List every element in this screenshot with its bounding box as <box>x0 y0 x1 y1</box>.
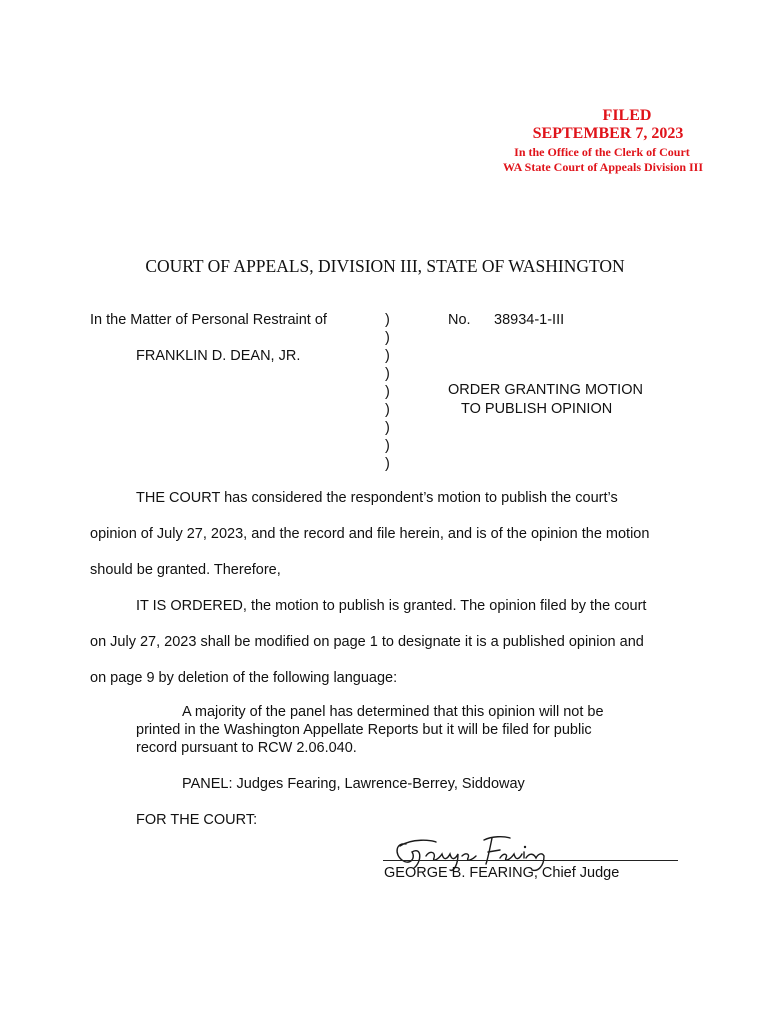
caption-paren: ) <box>385 348 390 364</box>
filed-stamp-title: FILED <box>602 107 652 124</box>
paragraph-1-line-1: THE COURT has considered the respondent’s motion to publish the court’s <box>136 490 618 506</box>
filed-stamp-date: SEPTEMBER 7, 2023 <box>532 125 684 142</box>
paragraph-1-line-3: should be granted. Therefore, <box>90 562 281 578</box>
order-title-line1: ORDER GRANTING MOTION <box>448 382 643 398</box>
paragraph-1-line-2: opinion of July 27, 2023, and the record and file herein, and is of the opinion the motion <box>90 526 650 542</box>
paragraph-2-line-3: on page 9 by deletion of the following language: <box>90 670 398 686</box>
case-number-label: No. <box>448 312 471 328</box>
filed-stamp-court: WA State Court of Appeals Division III <box>502 160 704 174</box>
order-title-line2: TO PUBLISH OPINION <box>461 401 613 417</box>
caption-paren: ) <box>385 330 390 346</box>
caption-paren: ) <box>385 438 390 454</box>
paragraph-2-line-2: on July 27, 2023 shall be modified on page 1 to designate it is a published opinion and <box>90 634 644 650</box>
party-name: FRANKLIN D. DEAN, JR. <box>136 348 301 364</box>
court-caption: COURT OF APPEALS, DIVISION III, STATE OF WASHINGTON <box>145 256 625 276</box>
caption-paren: ) <box>385 456 390 472</box>
quoted-language-line-2: printed in the Washington Appellate Reports but it will be filed for public <box>136 722 592 738</box>
matter-label: In the Matter of Personal Restraint of <box>90 312 327 328</box>
caption-paren: ) <box>385 420 390 436</box>
panel-line: PANEL: Judges Fearing, Lawrence-Berrey, Siddoway <box>182 776 525 792</box>
quoted-language-line-1: A majority of the panel has determined that this opinion will not be <box>182 704 604 720</box>
case-number: 38934-1-III <box>494 312 565 328</box>
for-the-court: FOR THE COURT: <box>136 812 258 828</box>
filed-stamp-office: In the Office of the Clerk of Court <box>514 145 690 159</box>
caption-paren: ) <box>385 402 390 418</box>
caption-paren: ) <box>385 384 390 400</box>
signer-name: GEORGE B. FEARING, Chief Judge <box>384 865 620 881</box>
paragraph-2-line-1: IT IS ORDERED, the motion to publish is granted. The opinion filed by the court <box>136 598 647 614</box>
caption-paren: ) <box>385 366 390 382</box>
caption-paren: ) <box>385 312 390 328</box>
signature-line <box>383 860 678 861</box>
quoted-language-line-3: record pursuant to RCW 2.06.040. <box>136 740 357 756</box>
